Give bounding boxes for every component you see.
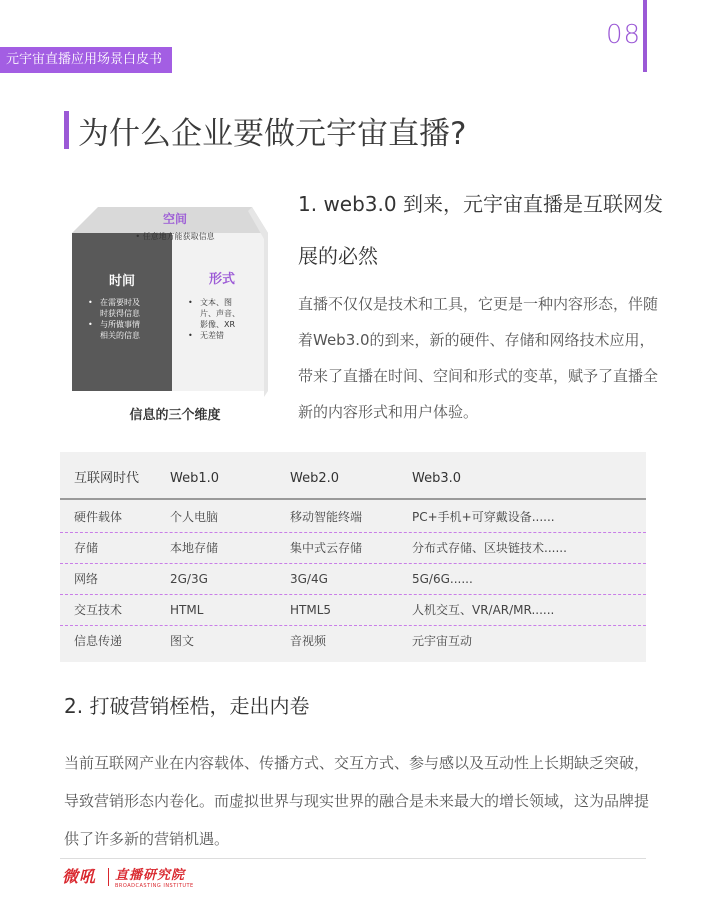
table-cell: HTML (170, 603, 204, 617)
table-cell: 图文 (170, 634, 195, 648)
table-header-row (60, 460, 646, 500)
section-1-heading: 1. web3.0 到来，元宇宙直播是互联网发展的必然 (298, 192, 663, 268)
weihou-logo: 微吼 (62, 867, 97, 886)
cube-left-item: 与所做事情 (100, 320, 140, 329)
cube-top-item: • 任意地方能获取信息 (135, 232, 215, 241)
table-header-cell: 互联网时代 (74, 471, 140, 486)
table-cell: 2G/3G (170, 572, 208, 586)
cube-right-title: 形式 (208, 272, 236, 287)
table-cell: 分布式存储、区块链技术...... (412, 541, 567, 555)
table-header-cell: Web2.0 (290, 471, 340, 486)
page-number-accent-bar (643, 0, 647, 72)
table-cell: 本地存储 (170, 541, 219, 555)
cube-right-item: 无差错 (200, 331, 224, 340)
cube-left-bullet-2: • (88, 320, 93, 329)
section-2-body: 当前互联网产业在内容载体、传播方式、交互方式、参与感以及互动性上长期缺乏突破，导致营销形态内卷化。而虚拟世界与现实世界的融合是未来最大的增长领域，这为品牌提供了许多新的营销机遇。 (64, 754, 650, 848)
table-row (60, 533, 646, 564)
page-title: 为什么企业要做元宇宙直播? (78, 116, 467, 152)
table-cell: 网络 (74, 572, 99, 586)
table-cell: 存储 (74, 541, 99, 555)
logo-separator (108, 868, 109, 886)
cube-caption: 信息的三个维度 (129, 408, 221, 423)
web-era-comparison-table (60, 452, 646, 662)
cube-right-bullet-1: • (188, 298, 193, 307)
title-accent-bar (64, 111, 69, 149)
table-cell: 集中式云存储 (290, 541, 363, 555)
cube-left-item: 在需要时及 (100, 298, 140, 307)
table-header-cell: Web1.0 (170, 471, 220, 486)
table-cell: HTML5 (290, 603, 332, 617)
table-row (60, 502, 646, 533)
cube-left-item: 相关的信息 (100, 331, 140, 340)
table-cell: PC+手机+可穿戴设备...... (412, 510, 555, 524)
broadcasting-institute-logo-english: BROADCASTING INSTITUTE (115, 883, 194, 889)
table-cell: 硬件载体 (74, 510, 123, 524)
cube-right-item: 文本、图 (200, 298, 232, 307)
cube-top-title: 空间 (162, 212, 188, 226)
page-number: 08 (606, 20, 642, 50)
cube-left-item: 时获得信息 (100, 309, 140, 318)
table-row (60, 626, 646, 657)
table-cell: 音视频 (290, 634, 327, 648)
table-cell: 人机交互、VR/AR/MR...... (412, 603, 555, 617)
broadcasting-institute-logo: 直播研究院 (115, 868, 186, 883)
section-2-heading: 2. 打破营销桎梏，走出内卷 (64, 694, 310, 718)
table-cell: 5G/6G...... (412, 572, 473, 586)
table-cell: 移动智能终端 (290, 510, 363, 524)
table-row (60, 564, 646, 595)
table-cell: 信息传递 (74, 634, 123, 648)
table-cell: 交互技术 (74, 603, 123, 617)
cube-right-bullet-2: • (188, 331, 193, 340)
footer-divider (60, 858, 646, 859)
cube-right-item: 影像、XR (200, 320, 236, 329)
cube-right-item: 片、声音、 (200, 309, 240, 318)
table-cell: 3G/4G (290, 572, 328, 586)
table-cell: 元宇宙互动 (412, 634, 473, 648)
table-header-cell: Web3.0 (412, 471, 462, 486)
table-cell: 个人电脑 (170, 510, 219, 524)
cube-left-title: 时间 (108, 274, 136, 289)
information-dimensions-cube (70, 205, 280, 400)
document-tag: 元宇宙直播应用场景白皮书 (0, 47, 172, 73)
table-row (60, 595, 646, 626)
section-1-body: 直播不仅仅是技术和工具，它更是一种内容形态，伴随着Web3.0的到来，新的硬件、存储和网络技术应用，带来了直播在时间、空间和形式的变革，赋予了直播全新的内容形式和用户体验。 (298, 295, 659, 421)
cube-left-bullet-1: • (88, 298, 93, 307)
